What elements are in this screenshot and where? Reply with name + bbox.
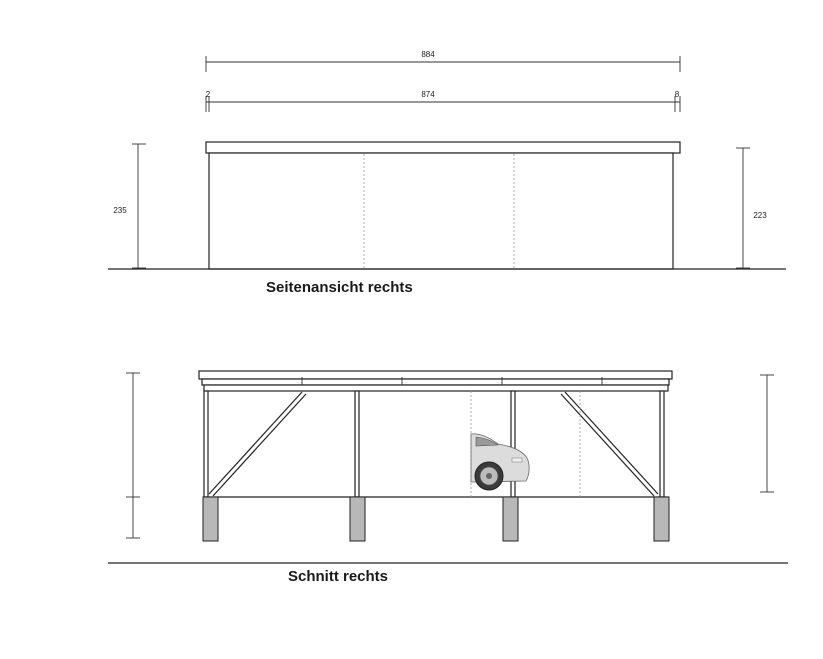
foundation (203, 497, 218, 541)
side-view (108, 50, 786, 296)
side-wall (209, 153, 673, 269)
brace (561, 394, 654, 496)
overall-length-label: 884 (421, 50, 435, 59)
side-roof-fascia (206, 142, 680, 153)
left-offset-label: 2 (205, 90, 211, 99)
car-silhouette (471, 434, 529, 490)
brace (565, 392, 658, 494)
brace (213, 394, 306, 496)
section-roof (199, 371, 672, 379)
side-view-title: Seitenansicht rechts (266, 279, 413, 296)
foundation (654, 497, 669, 541)
inner-length-dimension (206, 90, 680, 112)
section-view-title: Schnitt rechts (288, 568, 389, 585)
overall-length-dimension (206, 50, 680, 72)
section-right-height-dimension (760, 375, 774, 492)
foundation (503, 497, 518, 541)
section-roof-layer (202, 379, 669, 385)
foundation (350, 497, 365, 541)
section-view (108, 371, 788, 585)
left-height-label: 235 (113, 206, 127, 215)
post (660, 391, 664, 497)
brace (209, 392, 302, 494)
right-height-dimension (736, 148, 767, 268)
section-roof-beam (204, 385, 668, 391)
left-height-dimension (113, 144, 146, 268)
post (355, 391, 359, 497)
right-offset-label: 8 (674, 90, 680, 99)
section-left-height-dimension (126, 373, 140, 538)
inner-length-label: 874 (421, 90, 435, 99)
right-height-label: 223 (753, 211, 767, 220)
post (204, 391, 208, 497)
